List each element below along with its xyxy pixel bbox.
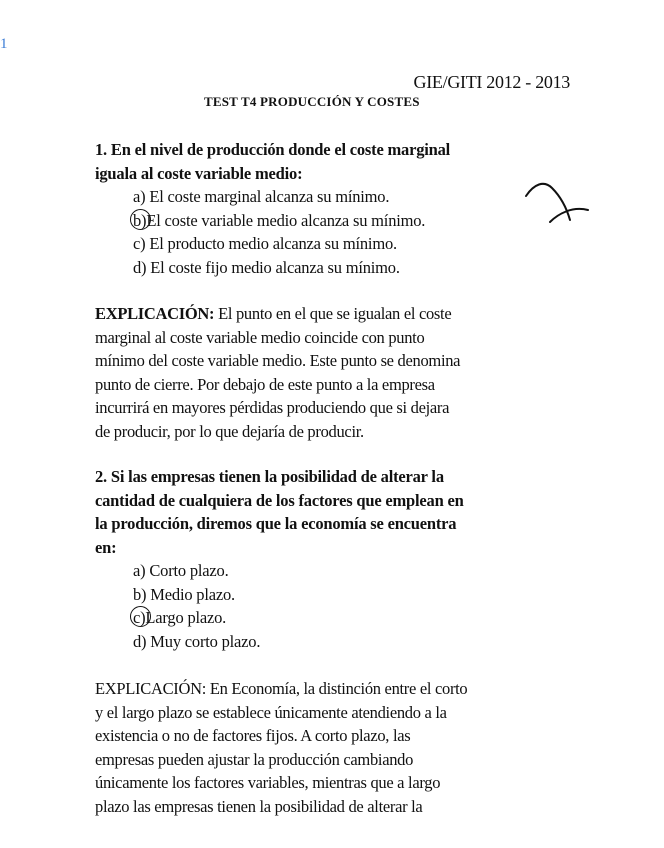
option-c — [133, 606, 575, 630]
explanation-label: EXPLICACIÓN: — [95, 679, 206, 698]
question-2-line: la producción, diremos que la economía se encuentra — [95, 514, 457, 533]
option-text: El producto medio alcanza su mínimo. — [149, 234, 397, 253]
question-1 — [95, 138, 575, 279]
question-2 — [95, 465, 575, 653]
option-b — [133, 583, 575, 607]
explanation-2-line: y el largo plazo se establece únicamente atendiendo a la — [95, 702, 447, 722]
option-text: El coste variable medio alcanza su mínimo. — [146, 210, 426, 230]
explanation-1-line: marginal al coste variable medio coincide con punto — [95, 327, 425, 347]
option-letter: a) — [133, 561, 146, 580]
explanation-2-line: únicamente los factores variables, mientras que a largo — [95, 773, 441, 792]
option-text: El coste marginal alcanza su mínimo. — [149, 187, 390, 206]
test-title: TEST T4 PRODUCCIÓN Y COSTES — [204, 94, 420, 109]
explanation-2-line: existencia o no de factores fijos. A corto plazo, las — [95, 726, 411, 745]
course-header: GIE/GITI 2012 - 2013 — [413, 72, 570, 92]
explanation-2-line: plazo las empresas tienen la posibilidad de alterar la — [95, 796, 423, 816]
explanation-2-line — [95, 677, 575, 701]
question-1-options — [95, 185, 575, 279]
option-d — [133, 630, 575, 654]
explanation-label: EXPLICACIÓN: — [95, 304, 215, 323]
option-text: Largo plazo. — [145, 608, 227, 627]
question-2-options — [95, 559, 575, 653]
option-letter-circled: c) — [133, 606, 145, 630]
option-letter: a) — [133, 187, 146, 206]
option-letter: b) — [133, 584, 147, 604]
explanation-1-line — [95, 302, 575, 326]
question-2-line: 2. Si las empresas tienen la posibilidad de alterar la — [95, 467, 444, 486]
question-1-line: iguala al coste variable medio: — [95, 163, 303, 183]
question-2-line: cantidad de cualquiera de los factores que emplean en — [95, 490, 464, 510]
option-letter: d) — [133, 257, 147, 277]
question-2-text — [95, 465, 575, 559]
option-b — [133, 209, 575, 233]
explanation-2-line: empresas pueden ajustar la producción cambiando — [95, 749, 414, 769]
question-1-line: 1. En el nivel de producción donde el coste marginal — [95, 140, 451, 159]
explanation-1-line: de producir, por lo que dejaría de producir. — [95, 421, 364, 441]
explanation-1 — [95, 302, 575, 443]
option-text: Corto plazo. — [149, 561, 229, 580]
handwritten-check-icon — [522, 176, 594, 232]
option-letter-circled: b) — [133, 209, 146, 233]
option-letter: c) — [133, 234, 146, 253]
question-1-text — [95, 138, 575, 185]
question-2-line: en: — [95, 537, 117, 557]
page-number: 1 — [0, 36, 8, 52]
explanation-1-line: punto de cierre. Por debajo de este punto a la empresa — [95, 374, 435, 394]
explanation-2 — [95, 677, 575, 818]
option-letter: d) — [133, 631, 147, 651]
option-c — [133, 232, 575, 256]
option-text: El coste fijo medio alcanza su mínimo. — [150, 257, 400, 277]
explanation-text: El punto en el que se igualan el coste — [218, 304, 452, 323]
option-a — [133, 185, 575, 209]
option-d — [133, 256, 575, 280]
option-text: Muy corto plazo. — [150, 631, 261, 651]
explanation-1-line: mínimo del coste variable medio. Este punto se denomina — [95, 351, 461, 370]
option-a — [133, 559, 575, 583]
option-text: Medio plazo. — [150, 584, 235, 604]
explanation-text: En Economía, la distinción entre el corto — [209, 679, 468, 698]
explanation-1-line: incurrirá en mayores pérdidas produciendo que si dejara — [95, 398, 450, 417]
